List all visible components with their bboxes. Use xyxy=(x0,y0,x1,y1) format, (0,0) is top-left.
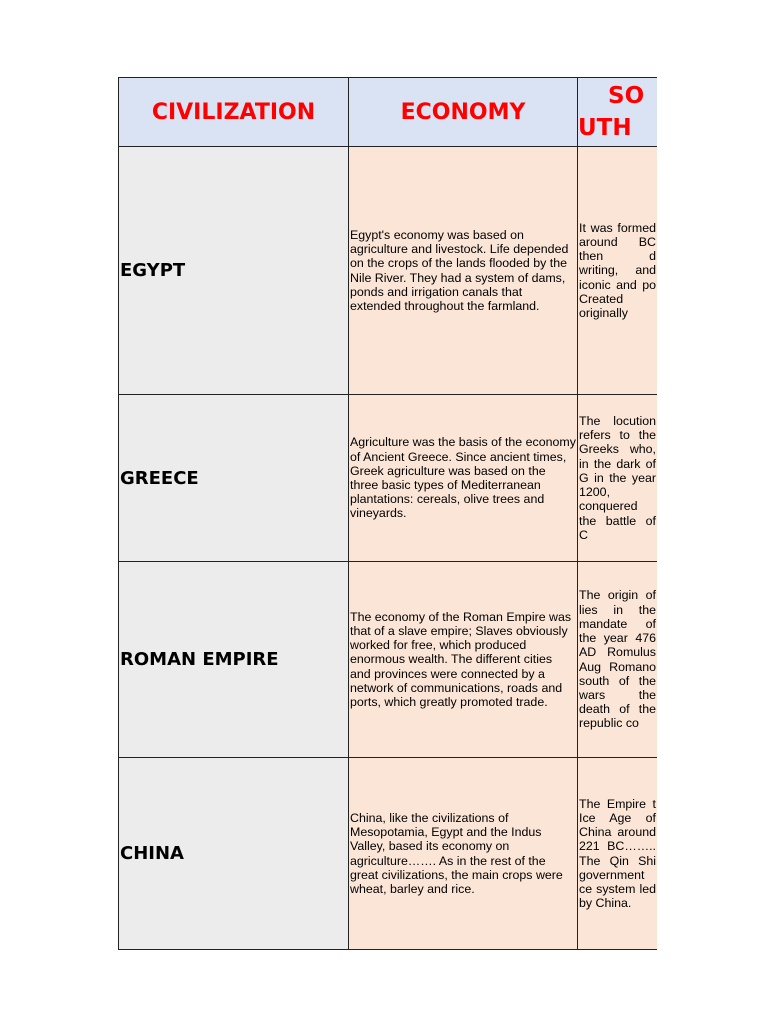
south-text: It was formed around BC then d writing, and iconic and po Created originally xyxy=(579,220,656,320)
south-cell xyxy=(578,562,658,758)
header-south xyxy=(578,78,658,147)
south-cell xyxy=(578,395,658,562)
south-cell xyxy=(578,758,658,950)
civilization-name: ROMAN EMPIRE xyxy=(119,562,349,758)
south-text: The Empire t Ice Age of China around 221 BC…….. The Qin Shi government ce system led by China. xyxy=(579,796,656,911)
table-row xyxy=(119,147,658,395)
civilization-name: EGYPT xyxy=(119,147,349,395)
civilization-name: GREECE xyxy=(119,395,349,562)
header-row xyxy=(119,78,658,147)
civilization-name: CHINA xyxy=(119,758,349,950)
economy-cell: Egypt's economy was based on agriculture and livestock. Life depended on the crops of the lands flooded by the Nile River. They had a system of dams, ponds and irrigation canals that extended throughout the farmland. xyxy=(349,147,578,395)
economy-cell: The economy of the Roman Empire was that of a slave empire; Slaves obviously worked for free, which produced enormous wealth. The different cities and provinces were connected by a network of communications, roads and ports, which greatly promoted trade. xyxy=(349,562,578,758)
economy-cell: China, like the civilizations of Mesopotamia, Egypt and the Indus Valley, based its economy on agriculture……. As in the rest of the great civilizations, the main crops were wheat, barley and rice. xyxy=(349,758,578,950)
table-row xyxy=(119,562,658,758)
header-civilization: CIVILIZATION xyxy=(119,78,349,147)
civilizations-table xyxy=(118,77,657,950)
table-row xyxy=(119,395,658,562)
header-economy: ECONOMY xyxy=(349,78,578,147)
header-south-line1: SO xyxy=(608,83,645,109)
header-south-line2: UTH xyxy=(578,115,632,141)
south-cell xyxy=(578,147,658,395)
south-text: The locution refers to the Greeks who, in the dark of G in the year 1200, conquered the battle of C xyxy=(579,414,656,542)
civilizations-table-viewport xyxy=(118,77,657,951)
economy-cell: Agriculture was the basis of the economy of Ancient Greece. Since ancient times, Greek agriculture was based on the three basic types of Mediterranean plantations: cereals, olive trees and vineyards. xyxy=(349,395,578,562)
table-row xyxy=(119,758,658,950)
south-text: The origin of lies in the mandate of the year 476 AD Romulus Aug Romano south of the wars the death of the republic co xyxy=(579,588,656,731)
